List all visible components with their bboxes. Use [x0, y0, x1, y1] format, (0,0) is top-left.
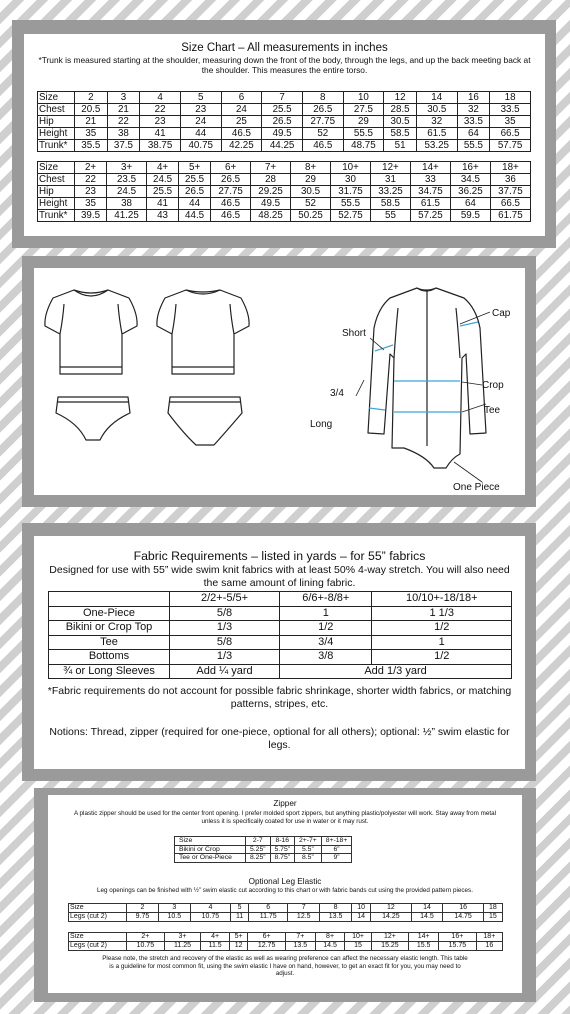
measurement-cell: 55.5 [457, 140, 490, 152]
measurement-cell: 29 [343, 116, 384, 128]
notions-card [48, 795, 522, 993]
elastic-length-cell: 15 [345, 942, 371, 951]
elastic-length-cell: 16+ [439, 933, 477, 942]
elastic-length-cell: 13.5 [285, 942, 315, 951]
measurement-cell: 24 [180, 116, 221, 128]
measurement-cell: 18+ [490, 162, 530, 174]
yardage-cell: 1/2 [372, 621, 512, 636]
table-row [49, 592, 512, 607]
zipper-length-cell: 9” [321, 854, 352, 863]
yardage-cell: 1 [280, 606, 372, 621]
row-label: Hip [38, 186, 75, 198]
measurement-cell: 44 [180, 128, 221, 140]
measurement-cell: 37.5 [107, 140, 140, 152]
measurement-cell: 57.25 [410, 210, 450, 222]
elastic-length-cell: 7 [288, 904, 320, 913]
row-label: Trunk* [38, 140, 75, 152]
table-row [69, 913, 503, 922]
elastic-table-standard [68, 903, 503, 922]
elastic-length-cell: 3 [158, 904, 190, 913]
elastic-length-cell: 18 [483, 904, 502, 913]
measurement-cell: 46.5 [211, 198, 251, 210]
table-row [38, 104, 531, 116]
measurement-cell: 55 [370, 210, 410, 222]
elastic-length-cell: 15.5 [409, 942, 439, 951]
elastic-note: Please note, the stretch and recovery of the elastic as well as wearing preference can affect the necessary elastic length. This table is a guideline for most common fit, using the swim elastic I have on hand, however, to get an exact fit for you, you may need to adjust. [102, 955, 468, 978]
row-label: Chest [38, 174, 75, 186]
measurement-cell: 41.25 [107, 210, 147, 222]
yardage-cell: 5/8 [170, 635, 280, 650]
zipper-length-cell: 5.75” [270, 845, 295, 854]
fabric-subtitle: Designed for use with 55” wide swim knit fabrics with at least 50% 4-way stretch. You will also need the same amount of lining fabric. [49, 564, 510, 589]
measurement-cell: 35 [490, 116, 531, 128]
crop-top-front-drawing [45, 290, 137, 374]
table-row [38, 116, 531, 128]
measurement-cell: 24.5 [107, 186, 147, 198]
measurement-cell: 64 [457, 128, 490, 140]
measurement-cell: 28.5 [384, 104, 417, 116]
measurement-cell: 25.5 [262, 104, 303, 116]
measurement-cell: 20.5 [75, 104, 108, 116]
zipper-length-cell: 2+-7+ [295, 837, 322, 846]
measurement-cell: 8+ [291, 162, 331, 174]
row-label: One-Piece [49, 606, 170, 621]
elastic-length-cell: 16 [443, 904, 483, 913]
measurement-cell: 61.75 [490, 210, 530, 222]
bikini-bottom-back-drawing [168, 397, 242, 445]
measurement-cell: 64 [450, 198, 490, 210]
measurement-cell: 27.75 [211, 186, 251, 198]
one-piece-label: One Piece [453, 482, 500, 493]
measurement-cell: 16+ [450, 162, 490, 174]
measurement-cell: 38 [107, 198, 147, 210]
measurement-cell: 57.75 [490, 140, 531, 152]
elastic-length-cell: 12+ [371, 933, 409, 942]
measurement-cell: 49.5 [251, 198, 291, 210]
yardage-cell: 3/4 [280, 635, 372, 650]
measurement-cell: 25.5 [147, 186, 179, 198]
measurement-cell: 41 [147, 198, 179, 210]
elastic-length-cell: 10+ [345, 933, 371, 942]
table-row [49, 650, 512, 665]
measurement-cell: 8 [302, 92, 343, 104]
table-row [38, 186, 531, 198]
measurement-cell: 14+ [410, 162, 450, 174]
sleeve-label: ¾ or Long Sleeves [49, 664, 170, 679]
measurement-cell: 38.75 [140, 140, 181, 152]
measurement-cell: 10+ [331, 162, 371, 174]
measurement-cell: 27.5 [343, 104, 384, 116]
measurement-cell: 2 [75, 92, 108, 104]
row-label: Hip [38, 116, 75, 128]
measurement-cell: 18 [490, 92, 531, 104]
table-row [69, 933, 503, 942]
row-label: Height [38, 198, 75, 210]
elastic-length-cell: 14 [411, 904, 443, 913]
elastic-length-cell: 14.75 [443, 913, 483, 922]
row-label: Chest [38, 104, 75, 116]
elastic-length-cell: 12 [229, 942, 247, 951]
notions-text: Notions: Thread, zipper (required for one-piece, optional for all others); optional: ½” swim elastic for legs. [49, 726, 510, 751]
measurement-cell: 32 [457, 104, 490, 116]
measurement-cell: 26.5 [179, 186, 211, 198]
zipper-title: Zipper [273, 799, 297, 808]
measurement-cell: 34.75 [410, 186, 450, 198]
yardage-cell: 1 1/3 [372, 606, 512, 621]
row-label: Size [69, 933, 127, 942]
elastic-length-cell: 18+ [476, 933, 502, 942]
elastic-length-cell: 6 [249, 904, 288, 913]
zipper-length-cell: 6” [321, 845, 352, 854]
elastic-length-cell: 14 [352, 913, 371, 922]
row-label: Height [38, 128, 75, 140]
elastic-length-cell: 14.5 [315, 942, 345, 951]
zipper-length-cell: 5.5” [295, 845, 322, 854]
measurement-cell: 33.5 [457, 116, 490, 128]
long-label: Long [310, 419, 333, 430]
crop-label: Crop [482, 380, 504, 391]
measurement-cell: 58.5 [370, 198, 410, 210]
table-row [38, 210, 531, 222]
measurement-cell: 22 [75, 174, 107, 186]
row-label: Trunk* [38, 210, 75, 222]
measurement-cell: 30 [331, 174, 371, 186]
zipper-length-cell: 8.5” [295, 854, 322, 863]
sleeve-small: Add ¼ yard [170, 664, 280, 679]
elastic-length-cell: 10 [352, 904, 371, 913]
elastic-text: Leg openings can be finished with ½” swim elastic cut according to this chart or with fabric bands cut using the provided pattern pieces. [97, 887, 473, 894]
cap-label: Cap [492, 308, 511, 319]
measurement-cell: 3 [107, 92, 140, 104]
elastic-length-cell: 12 [371, 904, 411, 913]
three-quarter-label: 3/4 [330, 388, 344, 399]
measurement-cell: 52 [291, 198, 331, 210]
elastic-length-cell: 13.5 [320, 913, 352, 922]
measurement-cell: 36 [490, 174, 530, 186]
measurement-cell: 31.75 [331, 186, 371, 198]
row-label: Size [38, 162, 75, 174]
measurement-cell: 30.5 [416, 104, 457, 116]
measurement-cell: 55.5 [343, 128, 384, 140]
measurement-cell: 44.25 [262, 140, 303, 152]
zipper-length-cell: 8.25” [246, 854, 271, 863]
measurement-cell: 40.75 [180, 140, 221, 152]
measurement-cell: 58.5 [384, 128, 417, 140]
measurement-cell: 33.5 [490, 104, 531, 116]
measurement-cell: 22 [140, 104, 181, 116]
measurement-cell: 37.75 [490, 186, 530, 198]
measurement-cell: 49.5 [262, 128, 303, 140]
elastic-length-cell: 3+ [164, 933, 201, 942]
measurement-cell: 30.5 [291, 186, 331, 198]
size-chart-card [24, 34, 545, 236]
elastic-length-cell: 11.5 [201, 942, 230, 951]
table-row [38, 174, 531, 186]
table-row [38, 92, 531, 104]
yardage-cell: 1 [372, 635, 512, 650]
elastic-title: Optional Leg Elastic [248, 877, 322, 886]
table-row [49, 635, 512, 650]
measurement-cell: 55.5 [331, 198, 371, 210]
row-label: Size [38, 92, 75, 104]
yardage-cell: 1/3 [170, 621, 280, 636]
size-chart-title: Size Chart – All measurements in inches [181, 42, 388, 54]
measurement-cell: 23 [140, 116, 181, 128]
measurement-cell: 41 [140, 128, 181, 140]
row-label: Bottoms [49, 650, 170, 665]
measurement-cell: 30.5 [384, 116, 417, 128]
yardage-cell: 1/2 [280, 621, 372, 636]
row-label: Tee [49, 635, 170, 650]
measurement-cell: 46.5 [302, 140, 343, 152]
yardage-cell: 6/6+-8/8+ [280, 592, 372, 607]
row-label: Tee or One-Piece [175, 854, 246, 863]
measurement-cell: 38 [107, 128, 140, 140]
measurement-cell: 66.5 [490, 198, 530, 210]
elastic-length-cell: 16 [476, 942, 502, 951]
elastic-length-cell: 14+ [409, 933, 439, 942]
table-row [69, 904, 503, 913]
row-label: Legs (cut 2) [69, 913, 127, 922]
measurement-cell: 23.5 [107, 174, 147, 186]
measurement-cell: 52 [302, 128, 343, 140]
tee-label: Tee [484, 405, 501, 416]
elastic-length-cell: 12.75 [248, 942, 286, 951]
measurement-cell: 26.5 [211, 174, 251, 186]
elastic-length-cell: 4 [190, 904, 230, 913]
measurement-cell: 23 [75, 186, 107, 198]
one-piece-drawing [368, 288, 486, 468]
measurement-cell: 32 [416, 116, 457, 128]
elastic-length-cell: 14.25 [371, 913, 411, 922]
measurement-cell: 50.25 [291, 210, 331, 222]
elastic-table-plus [68, 932, 503, 951]
measurement-cell: 61.5 [410, 198, 450, 210]
measurement-cell: 5+ [179, 162, 211, 174]
measurement-cell: 48.25 [251, 210, 291, 222]
measurement-cell: 44 [179, 198, 211, 210]
measurement-cell: 36.25 [450, 186, 490, 198]
row-label: Legs (cut 2) [69, 942, 127, 951]
measurement-cell: 35 [75, 128, 108, 140]
yardage-cell: 2/2+-5/5+ [170, 592, 280, 607]
measurement-cell: 10 [343, 92, 384, 104]
crop-top-back-drawing [157, 290, 249, 374]
row-label: Bikini or Crop Top [49, 621, 170, 636]
elastic-length-cell: 10.5 [158, 913, 190, 922]
measurement-cell: 66.5 [490, 128, 531, 140]
table-row [49, 621, 512, 636]
measurement-cell: 29 [291, 174, 331, 186]
elastic-length-cell: 15.25 [371, 942, 409, 951]
measurement-cell: 35.5 [75, 140, 108, 152]
measurement-cell: 52.75 [331, 210, 371, 222]
measurement-cell: 31 [370, 174, 410, 186]
measurement-cell: 53.25 [416, 140, 457, 152]
measurement-cell: 51 [384, 140, 417, 152]
measurement-cell: 61.5 [416, 128, 457, 140]
yardage-cell: 3/8 [280, 650, 372, 665]
measurement-cell: 29.25 [251, 186, 291, 198]
measurement-cell: 34.5 [450, 174, 490, 186]
elastic-length-cell: 6+ [248, 933, 286, 942]
zipper-length-cell: 8.75” [270, 854, 295, 863]
size-table-plus [37, 161, 531, 222]
illustration-card [34, 268, 525, 495]
measurement-cell: 4+ [147, 162, 179, 174]
measurement-cell: 7 [262, 92, 303, 104]
measurement-cell: 22 [107, 116, 140, 128]
measurement-cell: 7+ [251, 162, 291, 174]
sleeve-large: Add 1/3 yard [280, 664, 512, 679]
elastic-length-cell: 9.75 [127, 913, 159, 922]
table-row [38, 140, 531, 152]
measurement-cell: 42.25 [221, 140, 262, 152]
row-label: Size [175, 837, 246, 846]
measurement-cell: 46.5 [221, 128, 262, 140]
yardage-cell: 1/3 [170, 650, 280, 665]
bikini-bottom-front-drawing [56, 397, 130, 440]
measurement-cell: 48.75 [343, 140, 384, 152]
short-label: Short [342, 328, 366, 339]
zipper-text: A plastic zipper should be used for the center front opening. I prefer molded sport zippers, but anything plastic/polyester will work. Stay away from metal unless it is specifically coated for use in water or it may rust. [73, 810, 497, 825]
elastic-length-cell: 11 [231, 913, 249, 922]
elastic-length-cell: 15.75 [439, 942, 477, 951]
measurement-cell: 14 [416, 92, 457, 104]
measurement-cell: 26.5 [262, 116, 303, 128]
measurement-cell: 21 [107, 104, 140, 116]
garment-illustrations [34, 268, 525, 495]
label-leaders [356, 312, 490, 482]
measurement-cell: 4 [140, 92, 181, 104]
measurement-cell: 33 [410, 174, 450, 186]
measurement-cell: 24.5 [147, 174, 179, 186]
measurement-cell: 24 [221, 104, 262, 116]
measurement-cell: 16 [457, 92, 490, 104]
measurement-cell: 44.5 [179, 210, 211, 222]
fabric-card [34, 536, 525, 769]
zipper-length-cell: 8+-18+ [321, 837, 352, 846]
yardage-cell: 5/8 [170, 606, 280, 621]
elastic-length-cell: 14.5 [411, 913, 443, 922]
table-row [38, 162, 531, 174]
fabric-title: Fabric Requirements – listed in yards – for 55” fabrics [133, 549, 426, 563]
table-row [69, 942, 503, 951]
row-label: Bikini or Crop [175, 845, 246, 854]
elastic-length-cell: 12.5 [288, 913, 320, 922]
measurement-cell: 21 [75, 116, 108, 128]
fabric-table [48, 591, 512, 679]
table-row [175, 845, 352, 854]
elastic-length-cell: 15 [483, 913, 502, 922]
zipper-table [174, 836, 352, 863]
elastic-length-cell: 8 [320, 904, 352, 913]
elastic-length-cell: 5+ [229, 933, 247, 942]
elastic-length-cell: 2 [127, 904, 159, 913]
table-row [175, 854, 352, 863]
measurement-cell: 12 [384, 92, 417, 104]
elastic-length-cell: 5 [231, 904, 249, 913]
table-row [38, 128, 531, 140]
zipper-length-cell: 8-16 [270, 837, 295, 846]
measurement-cell: 28 [251, 174, 291, 186]
table-row [49, 606, 512, 621]
elastic-length-cell: 7+ [285, 933, 315, 942]
measurement-cell: 5 [180, 92, 221, 104]
measurement-cell: 23 [180, 104, 221, 116]
measurement-cell: 6 [221, 92, 262, 104]
elastic-length-cell: 11.75 [249, 913, 288, 922]
row-label: Size [69, 904, 127, 913]
zipper-length-cell: 2-7 [246, 837, 271, 846]
measurement-cell: 39.5 [75, 210, 107, 222]
elastic-length-cell: 11.25 [164, 942, 201, 951]
table-row [38, 198, 531, 210]
table-row [49, 664, 512, 679]
measurement-cell: 25.5 [179, 174, 211, 186]
yardage-cell: 10/10+-18/18+ [372, 592, 512, 607]
measurement-cell: 33.25 [370, 186, 410, 198]
size-table-standard [37, 91, 531, 152]
elastic-length-cell: 4+ [201, 933, 230, 942]
yardage-cell: 1/2 [372, 650, 512, 665]
measurement-cell: 3+ [107, 162, 147, 174]
measurement-cell: 27.75 [302, 116, 343, 128]
fabric-footnote: *Fabric requirements do not account for possible fabric shrinkage, shorter width fabrics, or matching patterns, stripes, etc. [47, 685, 512, 710]
table-row [175, 837, 352, 846]
trunk-note: *Trunk is measured starting at the shoulder, measuring down the front of the body, through the legs, and up the back meeting back at the shoulder. This measures the entire torso. [38, 55, 531, 75]
elastic-length-cell: 8+ [315, 933, 345, 942]
elastic-length-cell: 2+ [127, 933, 165, 942]
measurement-cell: 59.5 [450, 210, 490, 222]
elastic-length-cell: 10.75 [127, 942, 165, 951]
measurement-cell: 6+ [211, 162, 251, 174]
measurement-cell: 2+ [75, 162, 107, 174]
measurement-cell: 12+ [370, 162, 410, 174]
row-label [49, 592, 170, 607]
elastic-length-cell: 10.75 [190, 913, 230, 922]
zipper-length-cell: 5.25” [246, 845, 271, 854]
measurement-cell: 25 [221, 116, 262, 128]
measurement-cell: 35 [75, 198, 107, 210]
measurement-cell: 43 [147, 210, 179, 222]
measurement-cell: 46.5 [211, 210, 251, 222]
measurement-cell: 26.5 [302, 104, 343, 116]
